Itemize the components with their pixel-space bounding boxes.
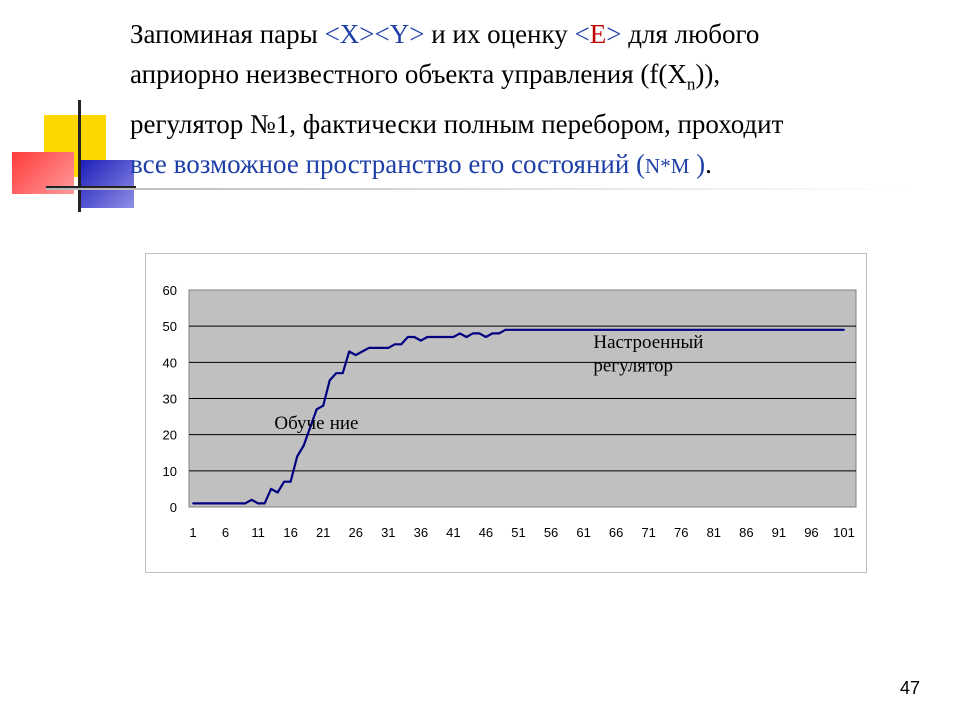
data-point: [680, 329, 682, 331]
data-point: [264, 502, 266, 504]
x-tick-label: 101: [833, 525, 855, 540]
data-point: [732, 329, 734, 331]
data-point: [342, 372, 344, 374]
x-tick-label: 16: [283, 525, 298, 540]
data-point: [635, 329, 637, 331]
data-point: [413, 336, 415, 338]
data-point: [348, 351, 350, 353]
heading-line-1: Запоминая пары <X><Y> и их оценку <E> для любого: [130, 19, 760, 49]
data-point: [693, 329, 695, 331]
data-point: [719, 329, 721, 331]
x-tick-label: 26: [348, 525, 363, 540]
data-point: [387, 347, 389, 349]
data-point: [700, 329, 702, 331]
data-point: [426, 336, 428, 338]
data-point: [537, 329, 539, 331]
data-point: [492, 333, 494, 335]
annotation-learning-part-1: Обуче: [274, 413, 325, 435]
data-point: [771, 329, 773, 331]
data-point: [837, 329, 839, 331]
x-tick-label: 51: [511, 525, 526, 540]
y-tick-label: 20: [162, 427, 177, 443]
data-point: [765, 329, 767, 331]
data-point: [550, 329, 552, 331]
data-point: [570, 329, 572, 331]
data-point: [817, 329, 819, 331]
data-point: [745, 329, 747, 331]
data-point: [231, 502, 233, 504]
data-point: [329, 380, 331, 382]
data-point: [687, 329, 689, 331]
annotation-tuned-line-2: регулятор: [593, 355, 674, 377]
data-point: [394, 343, 396, 345]
data-point: [296, 455, 298, 457]
data-point: [518, 329, 520, 331]
data-point: [667, 329, 669, 331]
data-point: [706, 329, 708, 331]
data-point: [804, 329, 806, 331]
data-point: [439, 336, 441, 338]
data-point: [752, 329, 754, 331]
x-tick-label: 86: [739, 525, 754, 540]
data-point: [628, 329, 630, 331]
deco-vertical-line: [78, 100, 81, 212]
data-point: [830, 329, 832, 331]
y-tick-label: 10: [162, 463, 177, 479]
data-point: [674, 329, 676, 331]
data-point: [199, 502, 201, 504]
data-point: [661, 329, 663, 331]
data-point: [615, 329, 617, 331]
data-point: [335, 372, 337, 374]
x-tick-label: 31: [381, 525, 396, 540]
x-tick-label: 1: [189, 525, 197, 540]
data-point: [602, 329, 604, 331]
data-point: [225, 502, 227, 504]
slide-heading: [130, 14, 930, 186]
data-point: [648, 329, 650, 331]
data-point: [524, 329, 526, 331]
data-point: [498, 333, 500, 335]
data-point: [531, 329, 533, 331]
y-tick-label: 30: [162, 391, 177, 407]
data-point: [238, 502, 240, 504]
data-point: [270, 488, 272, 490]
x-tick-label: 21: [315, 525, 331, 540]
data-point: [589, 329, 591, 331]
data-point: [485, 336, 487, 338]
data-point: [322, 405, 324, 407]
data-point: [563, 329, 565, 331]
data-point: [609, 329, 611, 331]
data-point: [453, 336, 455, 338]
heading-line-3: регулятор №1, фактически полным перебором, проходит: [130, 109, 784, 140]
data-point: [596, 329, 598, 331]
y-tick-label: 40: [162, 355, 177, 371]
data-point: [283, 481, 285, 483]
y-tick-label: 50: [162, 319, 177, 335]
x-tick-label: 41: [446, 525, 461, 540]
data-point: [466, 336, 468, 338]
data-point: [192, 502, 194, 504]
data-point: [583, 329, 585, 331]
heading-line-4: все возможное пространство его состояний (N*M ).: [130, 149, 712, 180]
data-point: [843, 329, 845, 331]
annotation-learning-part-2: ние: [329, 413, 359, 435]
data-point: [544, 329, 546, 331]
data-point: [505, 329, 507, 331]
x-tick-label: 81: [706, 525, 722, 540]
deco-blue-square: [78, 160, 134, 208]
x-tick-label: 36: [413, 525, 429, 540]
data-point: [479, 333, 481, 335]
data-point: [420, 340, 422, 342]
data-point: [277, 492, 279, 494]
y-tick-label: 0: [169, 500, 177, 515]
data-point: [303, 445, 305, 447]
annotation-tuned-line-1: Настроенный: [593, 331, 704, 353]
data-point: [355, 354, 357, 356]
data-point: [459, 333, 461, 335]
data-point: [290, 481, 292, 483]
data-point: [407, 336, 409, 338]
data-point: [433, 336, 435, 338]
y-tick-label: 60: [162, 283, 177, 298]
chart-frame: [145, 253, 867, 573]
x-tick-label: 71: [641, 525, 656, 540]
data-point: [654, 329, 656, 331]
data-point: [511, 329, 513, 331]
data-point: [713, 329, 715, 331]
data-point: [212, 502, 214, 504]
data-point: [726, 329, 728, 331]
x-tick-label: 46: [478, 525, 494, 540]
data-point: [316, 408, 318, 410]
data-point: [374, 347, 376, 349]
data-point: [811, 329, 813, 331]
data-point: [557, 329, 559, 331]
line-chart: [146, 254, 866, 572]
x-tick-label: 6: [221, 525, 230, 540]
x-tick-label: 76: [674, 525, 689, 540]
data-point: [400, 343, 402, 345]
heading-line-2: априорно неизвестного объекта управления $(f(X_n))$,: [130, 59, 721, 94]
data-point: [641, 329, 643, 331]
data-point: [758, 329, 760, 331]
x-tick-label: 61: [576, 525, 591, 540]
x-tick-label: 91: [771, 525, 787, 540]
x-tick-label: 96: [804, 525, 819, 540]
data-point: [446, 336, 448, 338]
data-point: [791, 329, 793, 331]
data-point: [576, 329, 578, 331]
data-point: [798, 329, 800, 331]
data-point: [785, 329, 787, 331]
data-point: [778, 329, 780, 331]
data-point: [205, 502, 207, 504]
data-point: [824, 329, 826, 331]
data-point: [381, 347, 383, 349]
data-point: [361, 351, 363, 353]
data-point: [368, 347, 370, 349]
x-tick-label: 11: [251, 525, 265, 540]
data-point: [251, 499, 253, 501]
data-point: [622, 329, 624, 331]
x-tick-label: 66: [608, 525, 624, 540]
data-point: [739, 329, 741, 331]
data-point: [244, 502, 246, 504]
title-underline-rule: [46, 188, 916, 190]
data-point: [218, 502, 220, 504]
page-number: 47: [900, 678, 921, 698]
data-point: [257, 502, 259, 504]
data-point: [472, 333, 474, 335]
x-tick-label: 56: [543, 525, 559, 540]
